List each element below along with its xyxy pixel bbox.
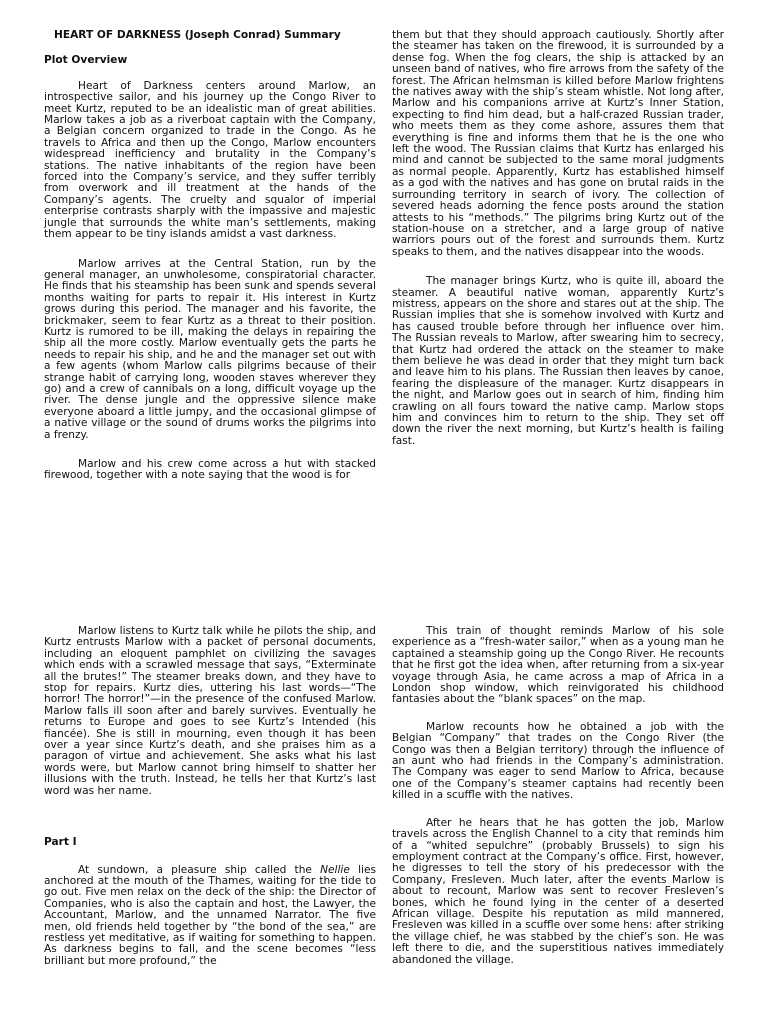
- paragraph: This train of thought reminds Marlow of his sole experience as a “fresh-water sailor,” when as a young man he captained a steamship going up the Congo River. He recounts that he first got the idea when, after returning from a six-year voyage through Asia, he came across a map of Africa in a London shop window, which reinvigorated his childhood fantasies about the “blank spaces” on the map.: [392, 625, 724, 706]
- paragraph-text: lies anchored at the mouth of the Thames, waiting for the tide to go out. Five men relax on the deck of the ship: the Director of Companies, who is also the captain and host, the Lawyer, the Accountant, Marlow, and the unnamed Narrator. The five men, old friends held together by “the bond of the sea,” are restless yet meditative, as if waiting for something to happen. As darkness begins to fall, and the scene becomes “less brilliant but more profound,” the: [44, 863, 376, 967]
- paragraph: them but that they should approach cautiously. Shortly after the steamer has taken on the firewood, it is surrounded by a dense fog. When the fog clears, the ship is attacked by an unseen band of natives, who fire arrows from the safety of the forest. The African helmsman is killed before Marlow frightens the natives away with the ship’s steam whistle. Not long after, Marlow and his companions arrive at Kurtz’s Inner Station, expecting to find him dead, but a half-crazed Russian trader, who meets them as they come ashore, assures them that everything is fine and informs them that he is the one who left the wood. The Russian claims that Kurtz has enlarged his mind and cannot be subjected to the same moral judgments as normal people. Apparently, Kurtz has established himself as a god with the natives and has gone on brutal raids in the surrounding territory in search of ivory. The collection of severed heads adorning the fence posts around the station attests to his “methods.” The pilgrims bring Kurtz out of the station-house on a stretcher, and a large group of native warriors pours out of the forest and surrounds them. Kurtz speaks to them, and the natives disappear into the woods.: [392, 29, 724, 258]
- paragraph: Heart of Darkness centers around Marlow, an introspective sailor, and his journey up the Congo River to meet Kurtz, reputed to be an idealistic man of great abilities. Marlow takes a job as a riverboat captain with the Company, a Belgian concern organized to trade in the Congo. As he travels to Africa and then up the Congo, Marlow encounters widespread inefficiency and brutality in the Company’s stations. The native inhabitants of the region have been forced into the Company’s service, and they suffer terribly from overwork and ill treatment at the hands of the Company’s agents. The cruelty and squalor of imperial enterprise contrasts sharply with the impassive and majestic jungle that surrounds the white man’s settlements, making them appear to be tiny islands amidst a vast darkness.: [44, 79, 376, 241]
- paragraph: Marlow listens to Kurtz talk while he pilots the ship, and Kurtz entrusts Marlow with a packet of personal documents, including an eloquent pamphlet on civilizing the savages which ends with a scrawled message that says, “Exterminate all the brutes!” The steamer breaks down, and they have to stop for repairs. Kurtz dies, uttering his last words—“The horror! The horror!”—in the presence of the confused Marlow. Marlow falls ill soon after and barely survives. Eventually he returns to Europe and goes to see Kurtz’s Intended (his fiancée). She is still in mourning, even though it has been over a year since Kurtz’s death, and she praises him as a paragon of virtue and achievement. She asks what his last words were, but Marlow cannot bring himself to shatter her illusions with the truth. Instead, he tells her that Kurtz’s last word was her name.: [44, 625, 376, 797]
- paragraph: The manager brings Kurtz, who is quite ill, aboard the steamer. A beautiful native woman, apparently Kurtz’s mistress, appears on the shore and stares out at the ship. The Russian implies that she is somehow involved with Kurtz and has caused trouble before through her influence over him. The Russian reveals to Marlow, after swearing him to secrecy, that Kurtz had ordered the attack on the steamer to make them believe he was dead in order that they might turn back and leave him to his plans. The Russian then leaves by canoe, fearing the displeasure of the manager. Kurtz disappears in the night, and Marlow goes out in search of him, finding him crawling on all fours toward the native camp. Marlow stops him and convinces him to return to the ship. They set off down the river the next morning, but Kurtz’s health is failing fast.: [392, 275, 724, 447]
- paragraph: [44, 865, 376, 968]
- plot-overview-heading: Plot Overview: [44, 54, 128, 67]
- page1-right-column: [392, 30, 724, 459]
- part-one-heading: Part I: [44, 836, 77, 849]
- paragraph: Marlow recounts how he obtained a job with the Belgian “Company” that trades on the Congo River (the Congo was then a Belgian territory) through the influence of an aunt who had friends in the Company’s administration. The Company was eager to send Marlow to Africa, because one of the Company’s steamer captains had recently been killed in a scuffle with the natives.: [392, 720, 724, 802]
- paragraph: Marlow and his crew come across a hut with stacked firewood, together with a note saying that the wood is for: [44, 458, 376, 482]
- page2-left-column: [44, 626, 376, 967]
- paragraph: Marlow arrives at the Central Station, run by the general manager, an unwholesome, conspiratorial character. He finds that his steamship has been sunk and spends several months waiting for parts to repair it. His interest in Kurtz grows during this period. The manager and his favorite, the brickmaker, seem to fear Kurtz as a threat to their position. Kurtz is rumored to be ill, making the delays in repairing the ship all the more costly. Marlow eventually gets the parts he needs to repair his ship, and he and the manager set out with a few agents (whom Marlow calls pilgrims because of their strange habit of carrying long, wooden staves wherever they go) and a crew of cannibals on a long, difficult voyage up the river. The dense jungle and the oppressive silence make everyone aboard a little jumpy, and the occasional glimpse of a native village or the sound of drums works the pilgrims into a frenzy.: [44, 257, 376, 441]
- page2-right-column: [392, 626, 724, 978]
- ship-name: Nellie: [320, 863, 350, 876]
- paragraph: After he hears that he has gotten the job, Marlow travels across the English Channel to a city that reminds him of a “whited sepulchre” (probably Brussels) to sign his employment contract at the Company’s office. First, however, he digresses to tell the story of his predecessor with the Company, Fresleven. Much later, after the events Marlow is about to recount, Marlow was sent to recover Fresleven’s bones, which he found lying in the center of a deserted African village. Despite his reputation as mild mannered, Fresleven was killed in a scuffle over some hens: after striking the village chief, he was stabbed by the chief’s son. He was left there to die, and the superstitious natives immediately abandoned the village.: [392, 816, 724, 966]
- document-title: HEART OF DARKNESS (Joseph Conrad) Summary: [54, 29, 341, 41]
- page1-left-column: [44, 30, 376, 482]
- paragraph-text: At sundown, a pleasure ship called the: [78, 863, 321, 876]
